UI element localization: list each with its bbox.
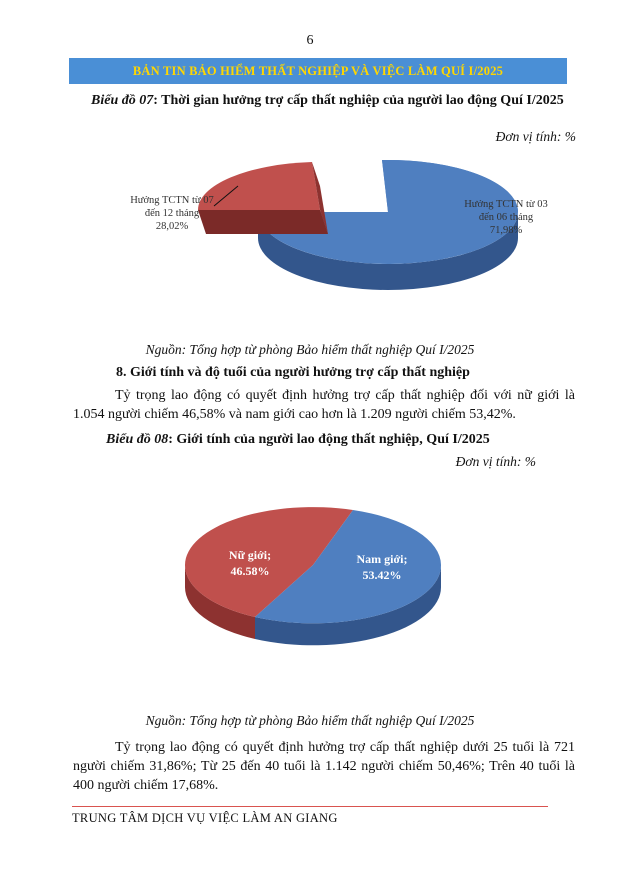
chart08-label-female-name: Nữ giới;	[228, 548, 272, 562]
chart08-unit: Đơn vị tính: %	[455, 454, 536, 469]
chart08-title: : Giới tính của người lao động thất nghiệp, Quí I/2025	[168, 432, 490, 447]
chart07-title: : Thời gian hưởng trợ cấp thất nghiệp của người lao động Quí I/2025	[153, 93, 564, 108]
chart07-source: Nguồn: Tổng hợp từ phòng Bảo hiểm thất nghiệp Quí I/2025	[145, 342, 475, 357]
chart07-caption	[91, 92, 581, 110]
chart07-label-b-value: 28,02%	[155, 221, 189, 232]
chart07-slice-red	[198, 162, 328, 234]
chart07-label-b-line2: đến 12 tháng	[144, 208, 200, 219]
chart07-label-a-line2: đến 06 tháng	[478, 212, 534, 223]
chart07-label-a-line1: Hưởng TCTN từ 03	[464, 199, 548, 210]
chart07-unit: Đơn vị tính: %	[495, 129, 576, 144]
chart07-pie	[60, 150, 580, 330]
bulletin-banner: BẢN TIN BẢO HIỂM THẤT NGHIỆP VÀ VIỆC LÀM QUÍ I/2025	[69, 58, 567, 84]
age-paragraph: Tỷ trọng lao động có quyết định hưởng trợ cấp thất nghiệp dưới 25 tuổi là 721 người chiếm 31,86%; Từ 25 đến 40 tuổi là 1.142 người chiếm 50,46%; Trên 40 tuổi là 400 người chiếm 17,68%.	[73, 740, 575, 793]
chart07-label-b-line1: Hưởng TCTN từ 07	[130, 195, 214, 206]
chart08-label-female-value: 46.58%	[230, 564, 270, 578]
chart08-label: Biểu đồ 08	[106, 432, 169, 447]
page-number: 6	[306, 33, 314, 48]
section8-paragraph: Tỷ trọng lao động có quyết định hưởng trợ cấp thất nghiệp đối với nữ giới là 1.054 người chiếm 46,58% và nam giới cao hơn là 1.209 người chiếm 53,42%.	[73, 388, 575, 422]
footer-divider	[72, 806, 548, 807]
chart07-label-a-value: 71,98%	[489, 225, 523, 236]
chart08-pie	[160, 495, 480, 675]
chart08-label-male-name: Nam giới;	[356, 552, 408, 566]
chart08-source: Nguồn: Tổng hợp từ phòng Bảo hiểm thất nghiệp Quí I/2025	[145, 713, 475, 728]
section8-heading: 8. Giới tính và độ tuổi của người hưởng trợ cấp thất nghiệp	[116, 365, 470, 380]
chart08-label-male-value: 53.42%	[362, 568, 402, 582]
chart07-label: Biểu đồ 07	[91, 93, 154, 108]
footer-text: TRUNG TÂM DỊCH VỤ VIỆC LÀM AN GIANG	[72, 811, 338, 825]
chart08-caption	[106, 431, 596, 449]
